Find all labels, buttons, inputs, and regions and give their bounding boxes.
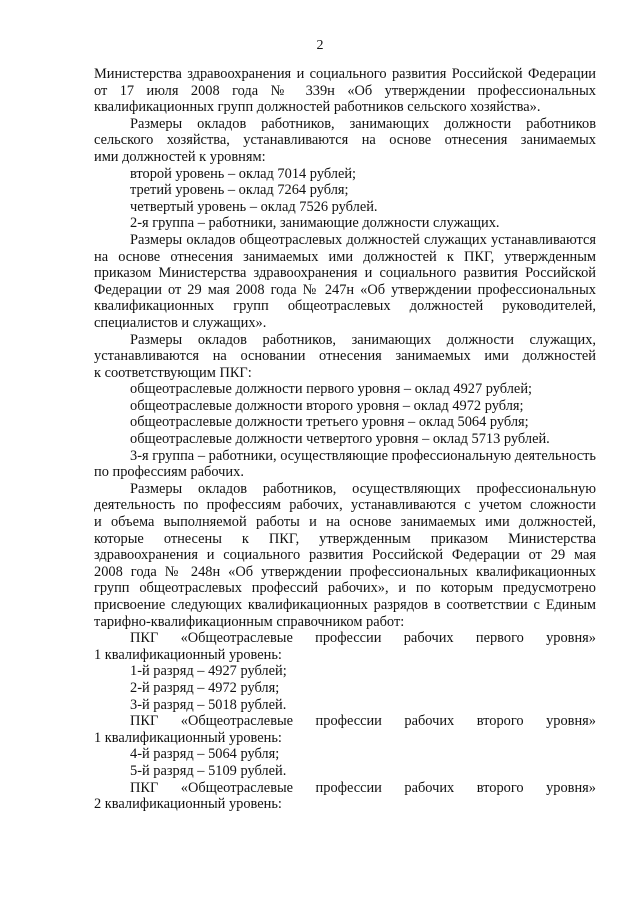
text-line: Министерства здравоохранения и социального развития Российской Федерации	[94, 66, 596, 82]
list-item: общеотраслевые должности первого уровня – оклад 4927 рублей;	[130, 381, 533, 398]
text-line: к соответствующим ПКГ:	[94, 364, 252, 381]
text-line: тарифно-квалификационным справочником работ:	[94, 613, 405, 630]
list-item: 3-й разряд – 5018 рублей.	[130, 696, 287, 713]
list-item: общеотраслевые должности четвертого уровня – оклад 5713 рублей.	[130, 431, 550, 448]
text-line: и объема выполняемой работы и на основе занимаемых ими должностей,	[94, 514, 596, 531]
text-line: от 17 июля 2008 года № 339н «Об утверждении профессиональных	[94, 82, 596, 99]
list-item: 2-й разряд – 4972 рубля;	[130, 679, 280, 696]
text-line: приказом Министерства здравоохранения и социального развития Российской	[94, 265, 596, 282]
pkg-heading: 1 квалификационный уровень:	[94, 646, 282, 663]
list-item: 5-й разряд – 5109 рублей.	[130, 762, 287, 779]
pkg-heading: 2 квалификационный уровень:	[94, 796, 282, 813]
text-line: Размеры окладов работников, осуществляющих профессиональную	[130, 480, 596, 497]
list-item: 4-й разряд – 5064 рубля;	[130, 746, 280, 763]
group-heading: 3-я группа – работники, осуществляющие профессиональную деятельность	[130, 447, 596, 464]
page-number: 2	[316, 38, 324, 53]
text-line: сельского хозяйства, устанавливаются на основе отнесения занимаемых	[94, 132, 596, 149]
text-line: Размеры окладов общеотраслевых должностей служащих устанавливаются	[130, 231, 596, 248]
text-line: квалификационных групп должностей работников сельского хозяйства».	[94, 99, 541, 116]
group-heading: 2-я группа – работники, занимающие должности служащих.	[130, 215, 500, 232]
pkg-heading: ПКГ «Общеотраслевые профессии рабочих второго уровня»	[130, 779, 596, 796]
list-item: четвертый уровень – оклад 7526 рублей.	[130, 198, 378, 215]
text-line: групп общеотраслевых профессий рабочих», и по которым предусмотрено	[94, 580, 596, 597]
pkg-heading: 1 квалификационный уровень:	[94, 729, 282, 746]
text-line: Федерации от 29 мая 2008 года № 247н «Об утверждении профессиональных	[94, 281, 596, 298]
list-item: третий уровень – оклад 7264 рубля;	[130, 182, 349, 199]
group-heading: по профессиям рабочих.	[94, 464, 244, 481]
text-line: на основе отнесения занимаемых ими должностей к ПКГ, утвержденным	[94, 248, 596, 265]
text-line: квалификационных групп общеотраслевых должностей руководителей,	[94, 298, 596, 315]
list-item: общеотраслевые должности второго уровня – оклад 4972 рубля;	[130, 397, 524, 414]
text-line: устанавливаются на основании отнесения занимаемых ими должностей	[94, 348, 596, 365]
text-line: 2008 года № 248н «Об утверждении профессиональных квалификационных	[94, 563, 596, 580]
text-line: здравоохранения и социального развития Российской Федерации от 29 мая	[94, 547, 596, 564]
text-line: присвоение следующих квалификационных разрядов в соответствии с Единым	[94, 597, 596, 613]
pkg-heading: ПКГ «Общеотраслевые профессии рабочих первого уровня»	[130, 630, 596, 647]
list-item: второй уровень – оклад 7014 рублей;	[130, 165, 357, 182]
text-line: деятельность по профессиям рабочих, устанавливаются с учетом сложности	[94, 497, 596, 514]
text-line: ими должностей к уровням:	[94, 148, 266, 165]
text-line: которые отнесены к ПКГ, утвержденным приказом Министерства	[94, 530, 596, 547]
list-item: 1-й разряд – 4927 рублей;	[130, 663, 287, 680]
pkg-heading: ПКГ «Общеотраслевые профессии рабочих второго уровня»	[130, 713, 596, 730]
text-line: Размеры окладов работников, занимающих должности служащих,	[130, 331, 596, 348]
text-line: Размеры окладов работников, занимающих должности работников	[130, 115, 596, 132]
document-body	[94, 66, 596, 813]
text-line: специалистов и служащих».	[94, 314, 267, 331]
list-item: общеотраслевые должности третьего уровня – оклад 5064 рубля;	[130, 414, 529, 431]
